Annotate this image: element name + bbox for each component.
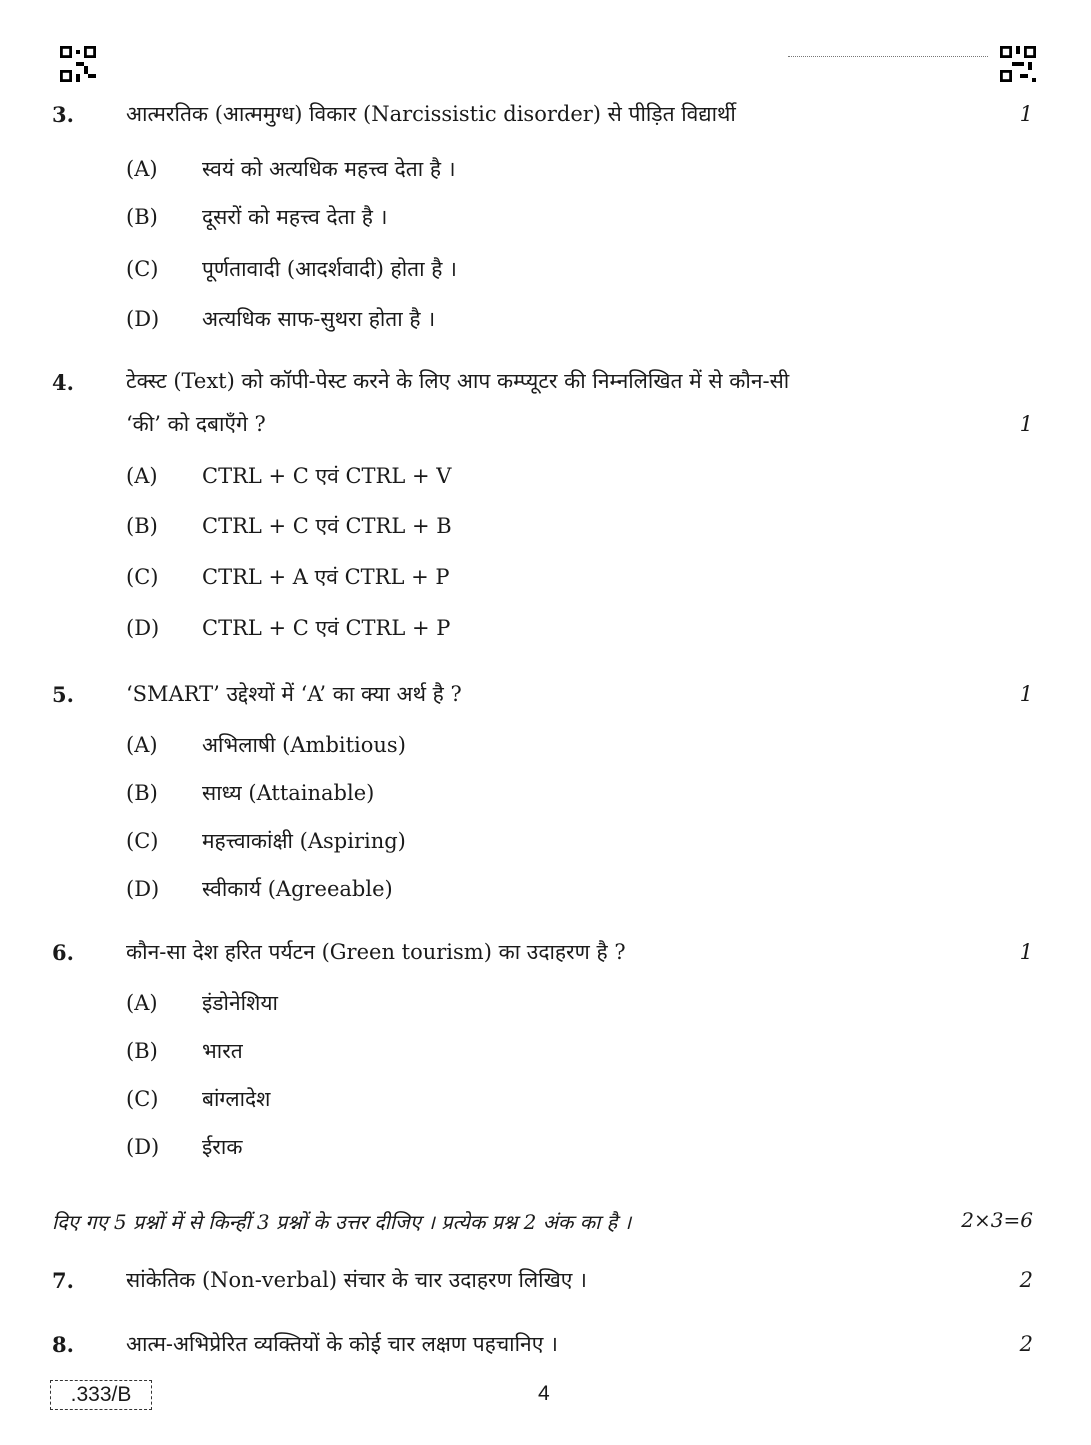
question-marks: 1 [1019,102,1033,126]
option: (B) भारत [126,1039,243,1063]
question-number: 4. [52,370,74,395]
option: (B) CTRL + C एवं CTRL + B [126,514,452,538]
qr-code-right [1000,46,1036,82]
question-number: 3. [52,102,74,127]
option: (C) बांग्लादेश [126,1087,271,1111]
instruction-text: दिए गए 5 प्रश्नों में से किन्हीं 3 प्रश्नों के उत्तर दीजिए । प्रत्येक प्रश्न 2 अंक का है । [52,1210,632,1234]
question-number: 5. [52,682,74,707]
question-marks: 2 [1019,1332,1033,1356]
instruction-marks: 2×3=6 [961,1208,1033,1232]
option: (D) अत्यधिक साफ-सुथरा होता है । [126,307,436,331]
option: (B) दूसरों को महत्त्व देता है । [126,205,388,229]
option: (A) इंडोनेशिया [126,991,278,1015]
option: (B) साध्य (Attainable) [126,781,375,805]
question-marks: 1 [1019,412,1033,436]
option: (C) महत्त्वाकांक्षी (Aspiring) [126,829,406,853]
question-number: 7. [52,1268,74,1293]
question-number: 6. [52,940,74,965]
question-text-line1: टेक्स्ट (Text) को कॉपी-पेस्ट करने के लिए आप कम्प्यूटर की निम्नलिखित में से कौन-सी [126,369,790,393]
question-text: आत्म-अभिप्रेरित व्यक्तियों के कोई चार लक्षण पहचानिए । [126,1332,558,1356]
question-number: 8. [52,1332,74,1357]
option: (D) CTRL + C एवं CTRL + P [126,616,451,640]
option: (A) CTRL + C एवं CTRL + V [126,464,452,488]
micro-text-line [788,56,988,58]
option: (A) स्वयं को अत्यधिक महत्त्व देता है । [126,157,456,181]
option: (C) CTRL + A एवं CTRL + P [126,565,450,589]
option: (D) ईराक [126,1135,243,1159]
option: (D) स्वीकार्य (Agreeable) [126,877,393,901]
question-marks: 1 [1019,940,1033,964]
question-text: ‘SMART’ उद्देश्यों में ‘A’ का क्या अर्थ है ? [126,682,462,706]
option: (C) पूर्णतावादी (आदर्शवादी) होता है । [126,257,458,281]
question-text: आत्मरतिक (आत्ममुग्ध) विकार (Narcissistic disorder) से पीड़ित विद्यार्थी [126,102,736,126]
page-number: 4 [538,1382,550,1405]
paper-code: .333/B [50,1380,152,1410]
qr-code-left [60,46,96,82]
question-marks: 1 [1019,682,1033,706]
question-text: कौन-सा देश हरित पर्यटन (Green tourism) का उदाहरण है ? [126,940,626,964]
option: (A) अभिलाषी (Ambitious) [126,733,406,757]
question-text-line2: ‘की’ को दबाएँगे ? [126,412,266,436]
question-marks: 2 [1019,1268,1033,1292]
question-text: सांकेतिक (Non-verbal) संचार के चार उदाहरण लिखिए । [126,1268,587,1292]
